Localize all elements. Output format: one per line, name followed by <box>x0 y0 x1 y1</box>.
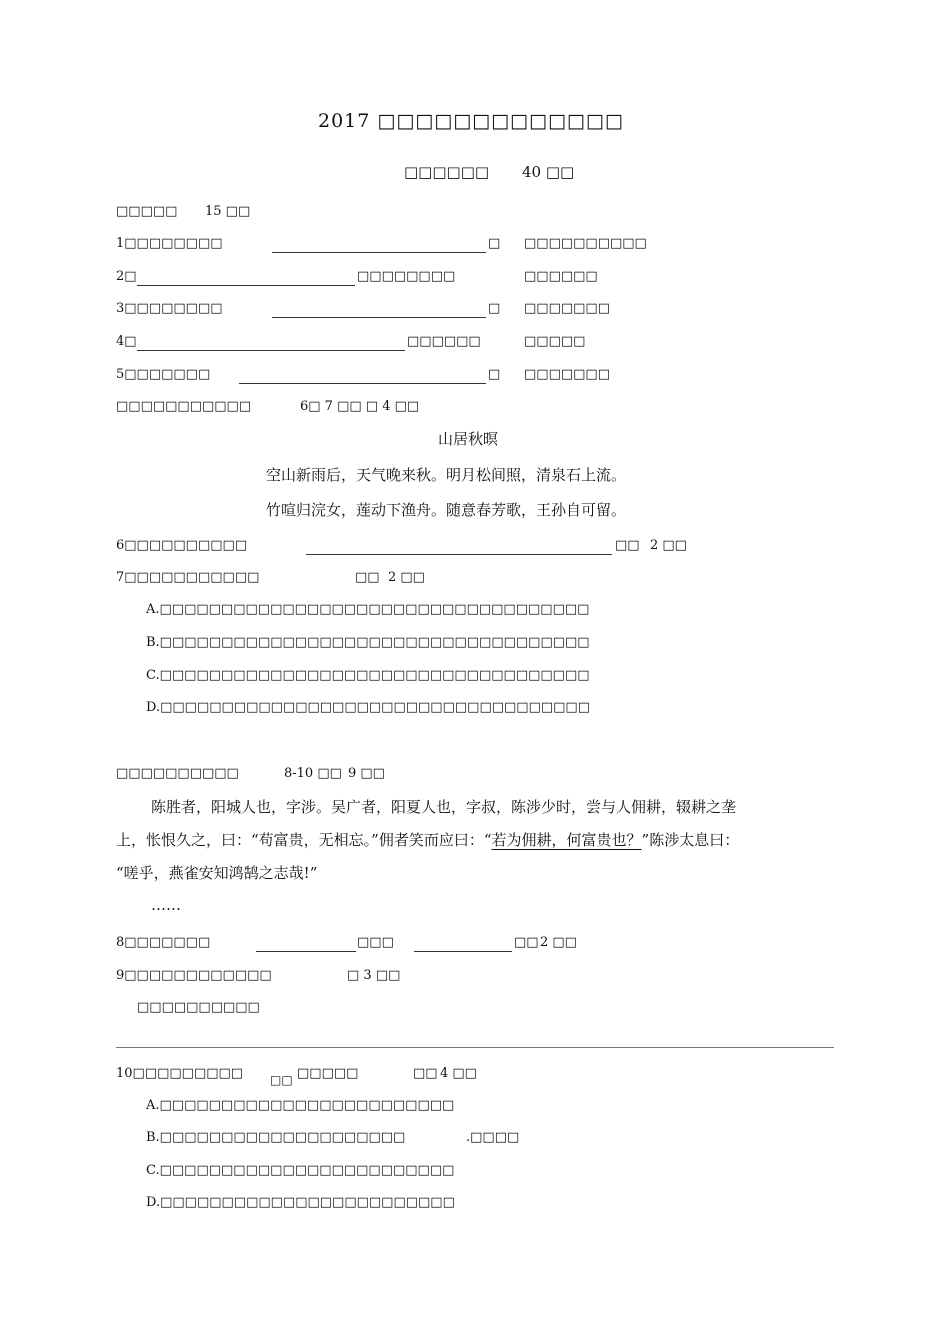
q7-text: 7□□□□□□□□□□□ <box>116 570 260 585</box>
part1-points: 15 □□ <box>205 204 251 219</box>
passage-ellipsis: …… <box>151 896 181 914</box>
q9-sub: □□□□□□□□□□ <box>137 1000 260 1015</box>
part3-heading: □□□□□□□□□□ <box>116 766 239 781</box>
q8-middle: □□□ <box>357 935 394 950</box>
q1-blank[interactable] <box>272 252 486 253</box>
q4-middle: □□□□□□ <box>407 334 481 349</box>
q6-blank[interactable] <box>306 554 612 555</box>
q9-points: □ 3 □□ <box>347 968 401 983</box>
q8-tail: □□ <box>514 935 539 950</box>
q4-blank[interactable] <box>137 350 405 351</box>
section-points: 40 □□ <box>522 163 575 181</box>
q5-mark: □ <box>488 367 501 382</box>
q5-blank[interactable] <box>239 383 486 384</box>
q3-suffix: □□□□□□□ <box>524 301 610 316</box>
part3-range: 8-10 □□ <box>284 766 342 781</box>
q8-points: 2 □□ <box>540 935 577 950</box>
q7-tail: □□ <box>355 570 380 585</box>
q9-text: 9□□□□□□□□□□□□ <box>116 968 272 983</box>
part2-heading: □□□□□□□□□□□ <box>116 399 252 414</box>
q10-middle: □□□□□ <box>297 1066 359 1081</box>
passage-line-2-end: ”陈涉太息曰： <box>641 831 740 849</box>
passage-line-1: 陈胜者，阳城人也，字涉。吴广者，阳夏人也，字叔，陈涉少时，尝与人佣耕，辍耕之垄 <box>151 798 737 816</box>
q7-points: 2 □□ <box>388 570 425 585</box>
q8-blank-2[interactable] <box>414 951 512 952</box>
q3-prefix: 3□□□□□□□□ <box>116 301 223 316</box>
q10-option-b-tail: .□□□□ <box>466 1130 520 1145</box>
document-title: 2017 □□□□□□□□□□□□□ <box>318 110 624 132</box>
q4-suffix: □□□□□ <box>524 334 586 349</box>
q5-prefix: 5□□□□□□□ <box>116 367 211 382</box>
q7-option-c[interactable]: C.□□□□□□□□□□□□□□□□□□□□□□□□□□□□□□□□□□□ <box>146 668 590 683</box>
q7-option-a[interactable]: A.□□□□□□□□□□□□□□□□□□□□□□□□□□□□□□□□□□□ <box>146 602 590 617</box>
q10-option-c[interactable]: C.□□□□□□□□□□□□□□□□□□□□□□□□ <box>146 1163 455 1178</box>
q5-suffix: □□□□□□□ <box>524 367 610 382</box>
part2-range: 6□ 7 □□ □ 4 □□ <box>300 399 420 414</box>
passage-underlined-sentence: 若为佣耕，何富贵也？ <box>491 831 642 849</box>
q1-prefix: 1□□□□□□□□ <box>116 236 223 251</box>
q2-prefix: 2□ <box>116 269 137 284</box>
q4-prefix: 4□ <box>116 334 137 349</box>
q6-text: 6□□□□□□□□□□ <box>116 538 248 553</box>
q7-option-b[interactable]: B.□□□□□□□□□□□□□□□□□□□□□□□□□□□□□□□□□□□ <box>146 635 590 650</box>
q3-mark: □ <box>488 301 501 316</box>
poem-title: 山居秋暝 <box>438 430 499 448</box>
q9-answer-line[interactable] <box>116 1047 834 1048</box>
q10-option-a[interactable]: A.□□□□□□□□□□□□□□□□□□□□□□□□ <box>146 1098 455 1113</box>
q10-text: 10□□□□□□□□□ <box>116 1066 244 1081</box>
q1-suffix: □□□□□□□□□□ <box>524 236 647 251</box>
q2-blank[interactable] <box>137 285 355 286</box>
q8-text: 8□□□□□□□ <box>116 935 211 950</box>
q1-mark: □ <box>488 236 501 251</box>
passage-line-3: “嗟乎，燕雀安知鸿鹄之志哉!” <box>116 864 318 882</box>
poem-line-2: 竹喧归浣女，莲动下渔舟。随意春芳歌，王孙自可留。 <box>266 501 627 519</box>
section-heading: □□□□□□ <box>404 163 490 181</box>
q6-points: 2 □□ <box>650 538 687 553</box>
passage-line-2-start: 上，怅恨久之，曰：“苟富贵，无相忘。”佣者笑而应曰：“ <box>116 831 492 849</box>
q10-small: □□ <box>270 1073 293 1087</box>
q10-option-b[interactable]: B.□□□□□□□□□□□□□□□□□□□□ <box>146 1130 406 1145</box>
q2-suffix: □□□□□□ <box>524 269 598 284</box>
q10-points: 4 □□ <box>440 1066 477 1081</box>
q7-option-d[interactable]: D.□□□□□□□□□□□□□□□□□□□□□□□□□□□□□□□□□□□ <box>146 700 590 715</box>
q3-blank[interactable] <box>272 317 486 318</box>
poem-line-1: 空山新雨后，天气晚来秋。明月松间照，清泉石上流。 <box>266 466 627 484</box>
q10-option-d[interactable]: D.□□□□□□□□□□□□□□□□□□□□□□□□ <box>146 1195 455 1210</box>
passage-line-2 <box>116 831 739 849</box>
part1-heading: □□□□□ <box>116 204 178 219</box>
q10-tail: □□ <box>413 1066 438 1081</box>
part3-points: 9 □□ <box>348 766 385 781</box>
q8-blank-1[interactable] <box>256 951 356 952</box>
q2-middle: □□□□□□□□ <box>357 269 456 284</box>
q6-tail: □□ <box>615 538 640 553</box>
